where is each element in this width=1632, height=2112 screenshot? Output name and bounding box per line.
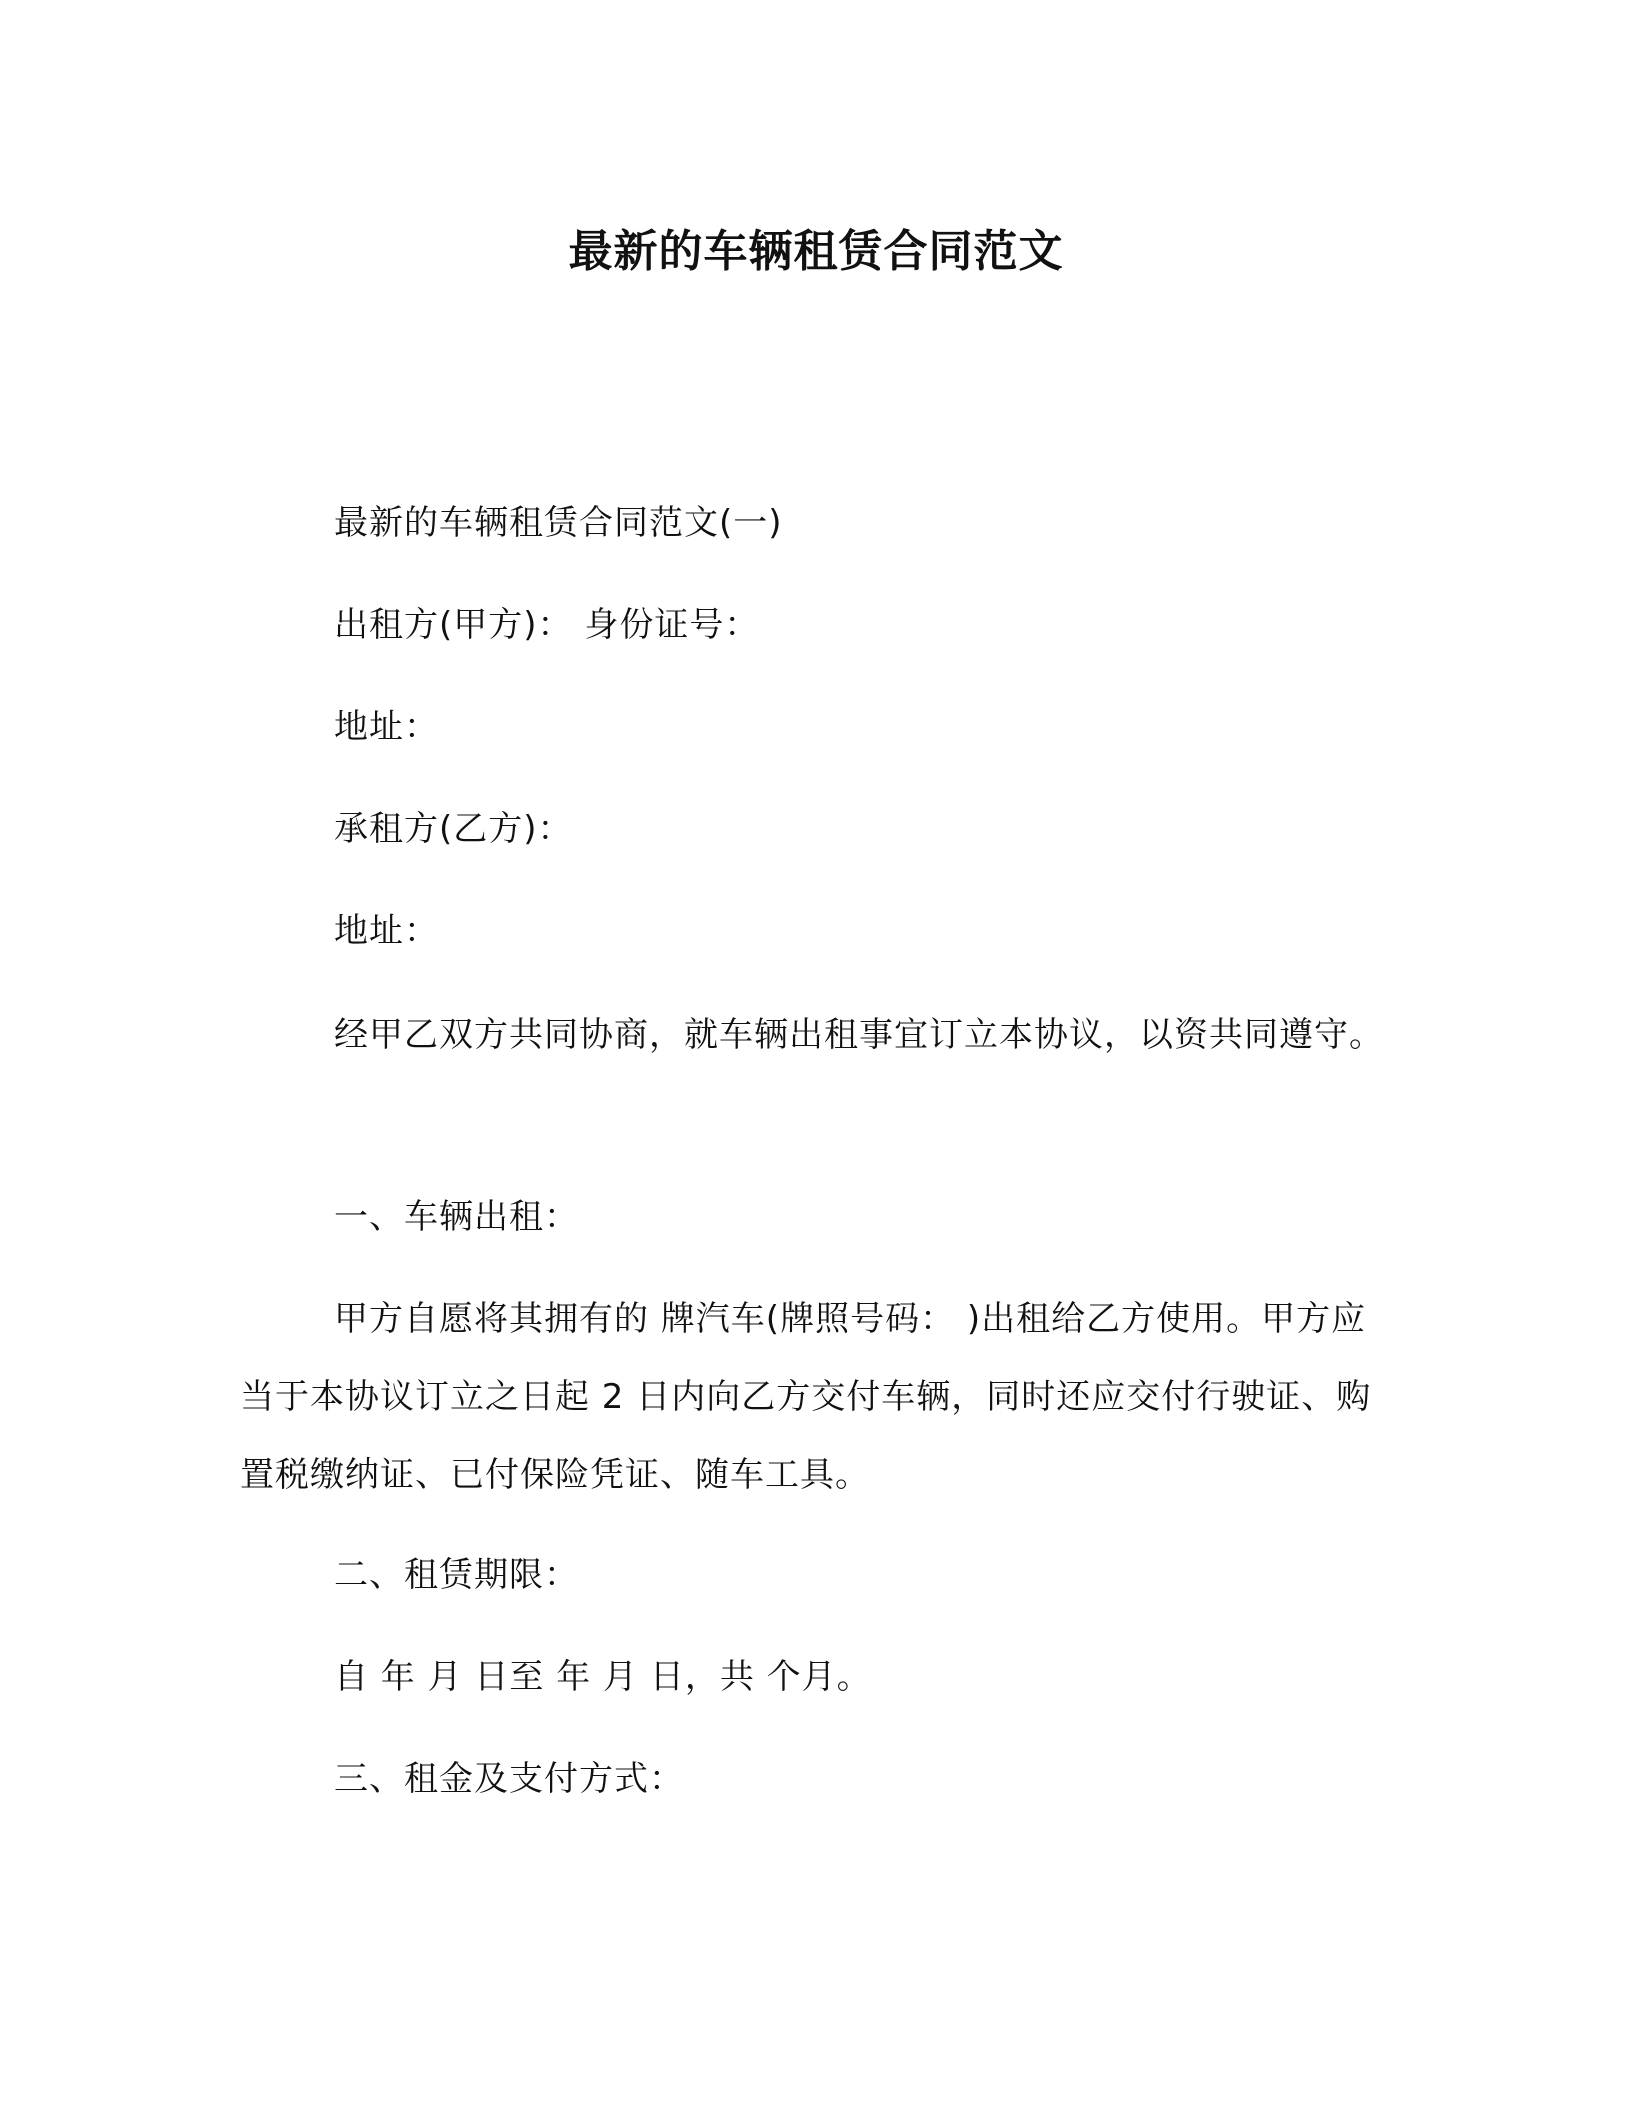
section1-paragraph: 甲方自愿将其拥有的 牌汽车(牌照号码： )出租给乙方使用。甲方应当于本协议订立之日起 2 日内向乙方交付车辆，同时还应交付行驶证、购置税缴纳证、已付保险凭证、随车工具。 [240, 1299, 1372, 1495]
section2-paragraph: 自 年 月 日至 年 月 日，共 个月。 [334, 1657, 872, 1697]
intro-paragraph: 经甲乙双方共同协商，就车辆出租事宜订立本协议，以资共同遵守。 [334, 1015, 1384, 1055]
document-title: 最新的车辆租赁合同范文 [568, 226, 1064, 277]
section1-heading: 一、车辆出租： [334, 1197, 579, 1237]
contract-subtitle: 最新的车辆租赁合同范文(一) [334, 503, 783, 543]
lessee-line: 承租方(乙方)： [334, 809, 573, 849]
section3-heading: 三、租金及支付方式： [334, 1759, 684, 1799]
lessee-address-line: 地址： [334, 911, 439, 951]
lessor-address-line: 地址： [334, 707, 439, 747]
lessor-line: 出租方(甲方)： 身份证号： [334, 605, 760, 645]
section2-heading: 二、租赁期限： [334, 1555, 579, 1595]
